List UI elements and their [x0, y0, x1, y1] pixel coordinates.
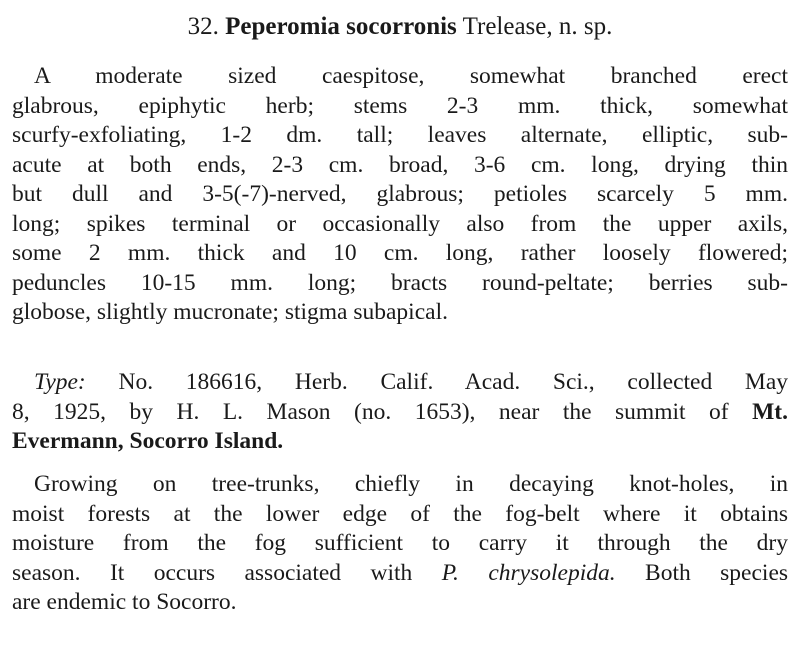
species-heading: [0, 10, 800, 44]
type-line: [12, 368, 788, 398]
description-line: peduncles 10-15 mm. long; bracts round-peltate; berries sub-: [12, 269, 788, 296]
habitat-paragraph: [12, 470, 788, 618]
type-line: [12, 398, 788, 428]
habitat-text: Both species: [645, 559, 789, 586]
description-line: some 2 mm. thick and 10 cm. long, rather loosely flowered;: [12, 240, 788, 266]
type-text: No. 186616, Herb. Calif. Acad. Sci., collected May: [118, 369, 788, 395]
description-line: long; spikes terminal or occasionally also from the upper axils,: [12, 210, 788, 237]
description-line: acute at both ends, 2-3 cm. broad, 3-6 cm. long, drying thin: [12, 151, 788, 178]
type-specimen-paragraph: [12, 368, 788, 457]
habitat-line: are endemic to Socorro.: [12, 589, 237, 615]
type-label: Type:: [34, 369, 86, 395]
habitat-line: [12, 559, 788, 589]
related-species-name: P. chrysolepida.: [441, 559, 616, 586]
habitat-line: moist forests at the lower edge of the fog-belt where it obtains: [12, 500, 788, 527]
species-name: Peperomia socorronis: [225, 13, 457, 40]
species-description: [12, 62, 788, 328]
description-line: glabrous, epiphytic herb; stems 2-3 mm. thick, somewhat: [12, 92, 788, 119]
habitat-line: Growing on tree-trunks, chiefly in decaying knot-holes, in: [34, 471, 788, 497]
species-author: Trelease, n. sp.: [462, 13, 613, 40]
locality-name: Evermann, Socorro Island.: [12, 428, 284, 454]
species-number: 32.: [187, 13, 219, 40]
habitat-line: moisture from the fog sufficient to carry it through the dry: [12, 530, 788, 556]
description-line: but dull and 3-5(-7)-nerved, glabrous; petioles scarcely 5 mm.: [12, 181, 788, 207]
description-line: scurfy-exfoliating, 1-2 dm. tall; leaves alternate, elliptic, sub-: [12, 122, 788, 148]
type-text: 8, 1925, by H. L. Mason (no. 1653), near the summit of: [12, 398, 729, 425]
habitat-text: season. It occurs associated with: [12, 559, 413, 586]
description-line: A moderate sized caespitose, somewhat branched erect: [34, 63, 788, 89]
description-line: globose, slightly mucronate; stigma subapical.: [12, 299, 448, 325]
locality-name: Mt.: [752, 398, 789, 425]
